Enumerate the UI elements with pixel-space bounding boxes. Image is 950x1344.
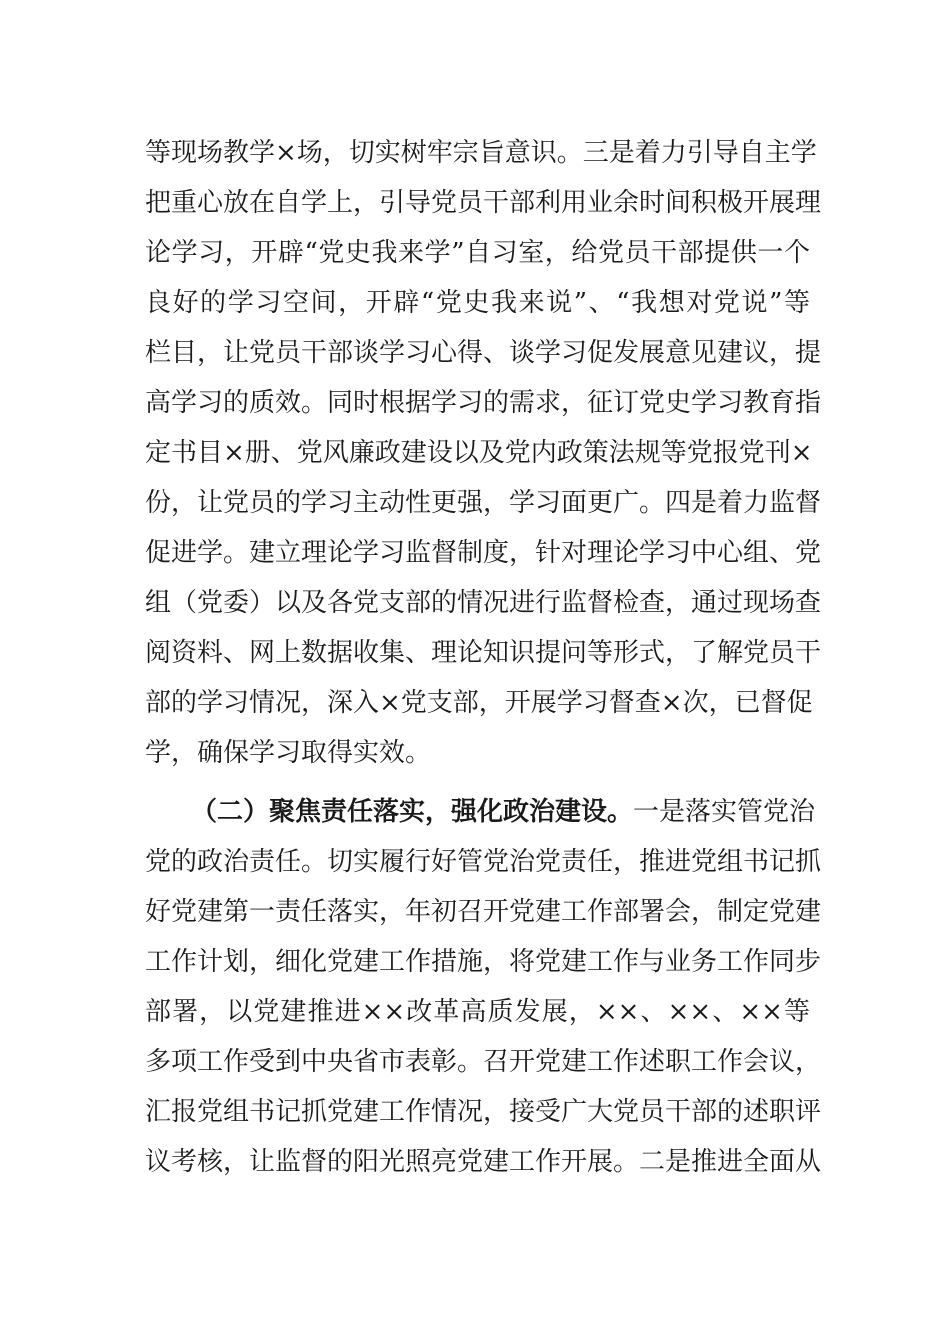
paragraph-line: 学，确保学习取得实效。 [145, 738, 432, 768]
paragraph-2 [145, 787, 822, 1187]
paragraph-first-line [145, 787, 816, 837]
paragraph-line: 汇报党组书记抓党建工作情况，接受广大党员干部的述职评 [145, 1097, 822, 1127]
heading-continuation: 一是落实管党治 [633, 797, 816, 827]
paragraph-line: 等现场教学×场，切实树牢宗旨意识。三是着力引导自主学 [145, 138, 817, 168]
paragraph-line: 论学习，开辟“党史我来学”自习室，给党员干部提供一个 [145, 238, 810, 268]
paragraph-line: 组（党委）以及各党支部的情况进行监督检查，通过现场查 [145, 588, 822, 618]
paragraph-line: 促进学。建立理论学习监督制度，针对理论学习中心组、党 [145, 538, 822, 568]
paragraph-line: 把重心放在自学上，引导党员干部利用业余时间积极开展理 [145, 188, 822, 218]
paragraph-line: 议考核，让监督的阳光照亮党建工作开展。二是推进全面从 [145, 1147, 822, 1177]
paragraph-line: 部的学习情况，深入×党支部，开展学习督查×次，已督促 [145, 688, 813, 718]
paragraph-line: 定书目×册、党风廉政建设以及党内政策法规等党报党刊× [145, 438, 813, 468]
paragraph-line: 高学习的质效。同时根据学习的需求，征订党史学习教育指 [145, 388, 822, 418]
paragraph-line: 栏目，让党员干部谈学习心得、谈学习促发展意见建议，提 [145, 338, 822, 368]
paragraph-1 [145, 128, 822, 778]
paragraph-line: 阅资料、网上数据收集、理论知识提问等形式，了解党员干 [145, 638, 822, 668]
paragraph-line: 党的政治责任。切实履行好管党治党责任，推进党组书记抓 [145, 847, 822, 877]
paragraph-line: 良好的学习空间，开辟“党史我来说”、“我想对党说”等 [145, 288, 810, 318]
paragraph-line: 部署，以党建推进××改革高质发展，××、××、××等 [145, 997, 810, 1027]
paragraph-line: 工作计划，细化党建工作措施，将党建工作与业务工作同步 [145, 947, 822, 977]
paragraph-line: 份，让党员的学习主动性更强，学习面更广。四是着力监督 [145, 488, 822, 518]
section-heading: （二）聚焦责任落实，强化政治建设。 [191, 797, 634, 827]
paragraph-line: 多项工作受到中央省市表彰。召开党建工作述职工作会议， [145, 1047, 822, 1077]
paragraph-line: 好党建第一责任落实，年初召开党建工作部署会，制定党建 [145, 897, 822, 927]
